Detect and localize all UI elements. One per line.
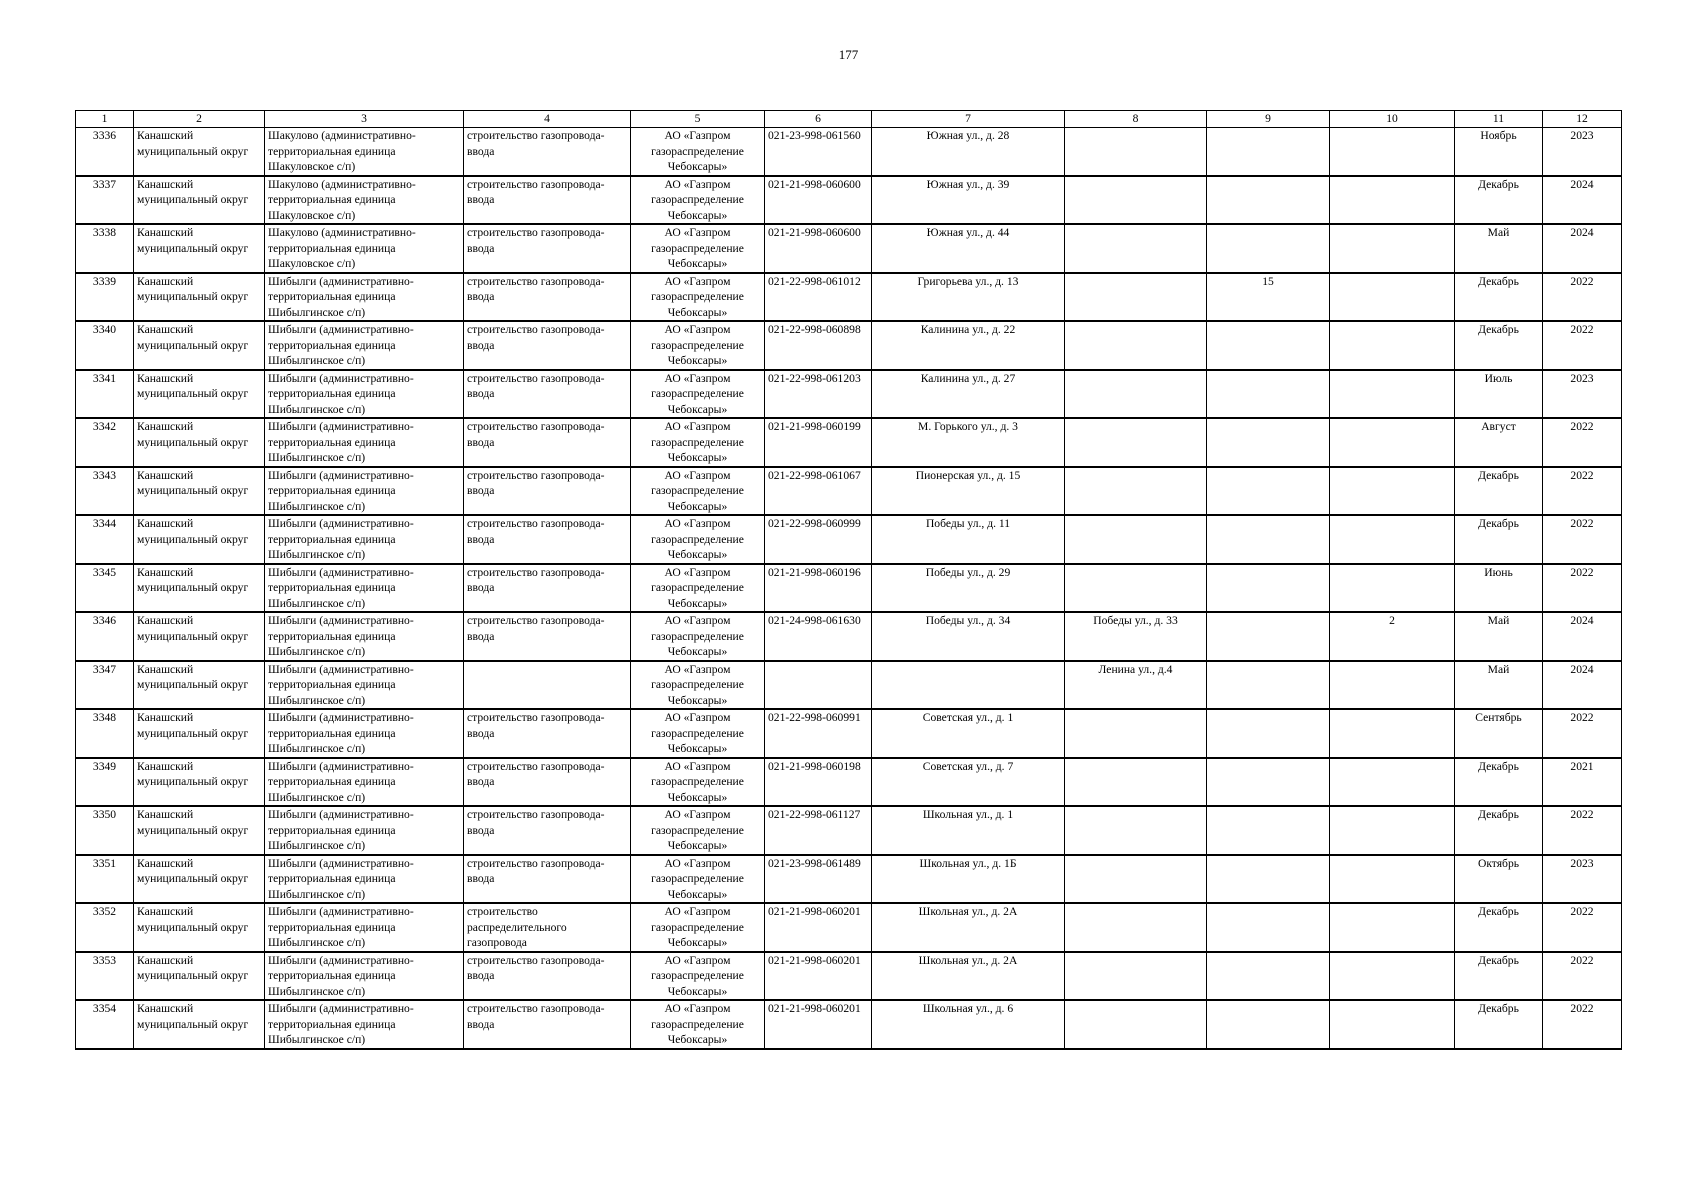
- table-header-row: [76, 111, 1622, 128]
- column-header-12: 12: [1543, 111, 1622, 128]
- row-number: 3349: [76, 758, 134, 807]
- column-10-cell: [1330, 418, 1455, 467]
- month-cell: Май: [1455, 661, 1543, 710]
- column-8-cell: [1065, 758, 1207, 807]
- month-cell: Июль: [1455, 370, 1543, 419]
- column-10-cell: 2: [1330, 612, 1455, 661]
- work-type-cell: строительство газопровода-ввода: [464, 758, 631, 807]
- column-10-cell: [1330, 903, 1455, 952]
- row-number: 3354: [76, 1000, 134, 1049]
- column-10-cell: [1330, 321, 1455, 370]
- district-cell: Канашский муниципальный округ: [134, 128, 265, 176]
- table-body: [76, 128, 1622, 1049]
- table-row: [76, 128, 1622, 176]
- year-cell: 2022: [1543, 418, 1622, 467]
- page-number: 177: [838, 47, 859, 62]
- organization-cell: АО «Газпром газораспределение Чебоксары»: [631, 952, 765, 1001]
- month-cell: Сентябрь: [1455, 709, 1543, 758]
- address-cell: Южная ул., д. 28: [872, 128, 1065, 176]
- object-code-cell: 021-21-998-060201: [765, 952, 872, 1001]
- column-10-cell: [1330, 176, 1455, 225]
- address-cell: Школьная ул., д. 6: [872, 1000, 1065, 1049]
- organization-cell: АО «Газпром газораспределение Чебоксары»: [631, 564, 765, 613]
- year-cell: 2022: [1543, 709, 1622, 758]
- column-10-cell: [1330, 661, 1455, 710]
- year-cell: 2023: [1543, 855, 1622, 904]
- year-cell: 2024: [1543, 224, 1622, 273]
- district-cell: Канашский муниципальный округ: [134, 467, 265, 516]
- column-header-8: 8: [1065, 111, 1207, 128]
- column-8-cell: [1065, 1000, 1207, 1049]
- table-row: [76, 952, 1622, 1001]
- row-number: 3344: [76, 515, 134, 564]
- work-type-cell: строительство газопровода-ввода: [464, 418, 631, 467]
- column-10-cell: [1330, 467, 1455, 516]
- organization-cell: АО «Газпром газораспределение Чебоксары»: [631, 224, 765, 273]
- table-row: [76, 758, 1622, 807]
- row-number: 3346: [76, 612, 134, 661]
- month-cell: Декабрь: [1455, 467, 1543, 516]
- work-type-cell: строительство газопровода-ввода: [464, 176, 631, 225]
- table-row: [76, 709, 1622, 758]
- column-8-cell: [1065, 855, 1207, 904]
- column-9-cell: [1207, 855, 1330, 904]
- address-cell: Школьная ул., д. 1: [872, 806, 1065, 855]
- object-code-cell: 021-21-998-060600: [765, 176, 872, 225]
- object-code-cell: 021-21-998-060196: [765, 564, 872, 613]
- address-cell: Григорьева ул., д. 13: [872, 273, 1065, 322]
- month-cell: Декабрь: [1455, 321, 1543, 370]
- column-9-cell: 15: [1207, 273, 1330, 322]
- table-row: [76, 806, 1622, 855]
- address-cell: Пионерская ул., д. 15: [872, 467, 1065, 516]
- district-cell: Канашский муниципальный округ: [134, 612, 265, 661]
- work-type-cell: строительство газопровода-ввода: [464, 855, 631, 904]
- column-8-cell: [1065, 224, 1207, 273]
- table-row: [76, 370, 1622, 419]
- object-code-cell: 021-21-998-060198: [765, 758, 872, 807]
- year-cell: 2022: [1543, 467, 1622, 516]
- district-cell: Канашский муниципальный округ: [134, 564, 265, 613]
- row-number: 3341: [76, 370, 134, 419]
- object-code-cell: 021-22-998-061067: [765, 467, 872, 516]
- district-cell: Канашский муниципальный округ: [134, 224, 265, 273]
- district-cell: Канашский муниципальный округ: [134, 952, 265, 1001]
- object-code-cell: 021-21-998-060600: [765, 224, 872, 273]
- settlement-cell: Шибылги (административно-территориальная единица Шибылгинское с/п): [265, 1000, 464, 1049]
- column-8-cell: [1065, 176, 1207, 225]
- column-10-cell: [1330, 224, 1455, 273]
- district-cell: Канашский муниципальный округ: [134, 515, 265, 564]
- year-cell: 2022: [1543, 515, 1622, 564]
- month-cell: Август: [1455, 418, 1543, 467]
- district-cell: Канашский муниципальный округ: [134, 321, 265, 370]
- column-header-5: 5: [631, 111, 765, 128]
- organization-cell: АО «Газпром газораспределение Чебоксары»: [631, 176, 765, 225]
- year-cell: 2024: [1543, 612, 1622, 661]
- month-cell: Декабрь: [1455, 273, 1543, 322]
- settlement-cell: Шибылги (административно-территориальная единица Шибылгинское с/п): [265, 709, 464, 758]
- district-cell: Канашский муниципальный округ: [134, 806, 265, 855]
- settlement-cell: Шибылги (административно-территориальная единица Шибылгинское с/п): [265, 855, 464, 904]
- column-9-cell: [1207, 515, 1330, 564]
- table-row: [76, 661, 1622, 710]
- month-cell: Декабрь: [1455, 952, 1543, 1001]
- work-type-cell: строительство газопровода-ввода: [464, 321, 631, 370]
- table-row: [76, 321, 1622, 370]
- address-cell: Калинина ул., д. 22: [872, 321, 1065, 370]
- object-code-cell: 021-23-998-061560: [765, 128, 872, 176]
- column-header-7: 7: [872, 111, 1065, 128]
- year-cell: 2022: [1543, 564, 1622, 613]
- organization-cell: АО «Газпром газораспределение Чебоксары»: [631, 321, 765, 370]
- row-number: 3339: [76, 273, 134, 322]
- row-number: 3337: [76, 176, 134, 225]
- row-number: 3351: [76, 855, 134, 904]
- work-type-cell: строительство газопровода-ввода: [464, 709, 631, 758]
- work-type-cell: строительство распределительного газопровода: [464, 903, 631, 952]
- address-cell: Победы ул., д. 29: [872, 564, 1065, 613]
- column-8-cell: [1065, 273, 1207, 322]
- settlement-cell: Шибылги (административно-территориальная единица Шибылгинское с/п): [265, 515, 464, 564]
- object-code-cell: [765, 661, 872, 710]
- district-cell: Канашский муниципальный округ: [134, 903, 265, 952]
- district-cell: Канашский муниципальный округ: [134, 273, 265, 322]
- work-type-cell: [464, 661, 631, 710]
- column-10-cell: [1330, 564, 1455, 613]
- column-10-cell: [1330, 806, 1455, 855]
- object-code-cell: 021-21-998-060201: [765, 903, 872, 952]
- address-cell: [872, 661, 1065, 710]
- settlement-cell: Шибылги (административно-территориальная единица Шибылгинское с/п): [265, 661, 464, 710]
- column-9-cell: [1207, 952, 1330, 1001]
- address-cell: Школьная ул., д. 2А: [872, 952, 1065, 1001]
- work-type-cell: строительство газопровода-ввода: [464, 515, 631, 564]
- organization-cell: АО «Газпром газораспределение Чебоксары»: [631, 855, 765, 904]
- work-type-cell: строительство газопровода-ввода: [464, 1000, 631, 1049]
- district-cell: Канашский муниципальный округ: [134, 370, 265, 419]
- table-row: [76, 418, 1622, 467]
- row-number: 3353: [76, 952, 134, 1001]
- column-9-cell: [1207, 903, 1330, 952]
- object-code-cell: 021-22-998-060999: [765, 515, 872, 564]
- column-9-cell: [1207, 370, 1330, 419]
- column-10-cell: [1330, 709, 1455, 758]
- column-8-cell: Победы ул., д. 33: [1065, 612, 1207, 661]
- table-row: [76, 224, 1622, 273]
- column-8-cell: [1065, 128, 1207, 176]
- district-cell: Канашский муниципальный округ: [134, 176, 265, 225]
- work-type-cell: строительство газопровода-ввода: [464, 273, 631, 322]
- month-cell: Декабрь: [1455, 1000, 1543, 1049]
- month-cell: Декабрь: [1455, 806, 1543, 855]
- address-cell: Советская ул., д. 7: [872, 758, 1065, 807]
- settlement-cell: Шибылги (административно-территориальная единица Шибылгинское с/п): [265, 612, 464, 661]
- column-10-cell: [1330, 758, 1455, 807]
- address-cell: Южная ул., д. 44: [872, 224, 1065, 273]
- month-cell: Май: [1455, 612, 1543, 661]
- month-cell: Октябрь: [1455, 855, 1543, 904]
- organization-cell: АО «Газпром газораспределение Чебоксары»: [631, 661, 765, 710]
- column-9-cell: [1207, 612, 1330, 661]
- column-8-cell: [1065, 564, 1207, 613]
- organization-cell: АО «Газпром газораспределение Чебоксары»: [631, 903, 765, 952]
- column-8-cell: [1065, 321, 1207, 370]
- work-type-cell: строительство газопровода-ввода: [464, 952, 631, 1001]
- column-8-cell: Ленина ул., д.4: [1065, 661, 1207, 710]
- column-header-2: 2: [134, 111, 265, 128]
- address-cell: Южная ул., д. 39: [872, 176, 1065, 225]
- column-header-11: 11: [1455, 111, 1543, 128]
- row-number: 3347: [76, 661, 134, 710]
- district-cell: Канашский муниципальный округ: [134, 758, 265, 807]
- organization-cell: АО «Газпром газораспределение Чебоксары»: [631, 709, 765, 758]
- work-type-cell: строительство газопровода-ввода: [464, 806, 631, 855]
- table-row: [76, 903, 1622, 952]
- work-type-cell: строительство газопровода-ввода: [464, 128, 631, 176]
- month-cell: Декабрь: [1455, 903, 1543, 952]
- work-type-cell: строительство газопровода-ввода: [464, 612, 631, 661]
- settlement-cell: Шакулово (административно-территориальная единица Шакуловское с/п): [265, 128, 464, 176]
- address-cell: Школьная ул., д. 1Б: [872, 855, 1065, 904]
- column-10-cell: [1330, 370, 1455, 419]
- table-row: [76, 273, 1622, 322]
- table-row: [76, 1000, 1622, 1049]
- object-code-cell: 021-21-998-060199: [765, 418, 872, 467]
- column-8-cell: [1065, 515, 1207, 564]
- object-code-cell: 021-22-998-060898: [765, 321, 872, 370]
- month-cell: Ноябрь: [1455, 128, 1543, 176]
- district-cell: Канашский муниципальный округ: [134, 661, 265, 710]
- column-9-cell: [1207, 1000, 1330, 1049]
- settlement-cell: Шибылги (административно-территориальная единица Шибылгинское с/п): [265, 273, 464, 322]
- object-code-cell: 021-21-998-060201: [765, 1000, 872, 1049]
- table-row: [76, 564, 1622, 613]
- district-cell: Канашский муниципальный округ: [134, 855, 265, 904]
- column-9-cell: [1207, 709, 1330, 758]
- row-number: 3338: [76, 224, 134, 273]
- column-8-cell: [1065, 418, 1207, 467]
- address-cell: Советская ул., д. 1: [872, 709, 1065, 758]
- column-10-cell: [1330, 1000, 1455, 1049]
- table-row: [76, 515, 1622, 564]
- address-cell: Победы ул., д. 34: [872, 612, 1065, 661]
- address-cell: Калинина ул., д. 27: [872, 370, 1065, 419]
- column-9-cell: [1207, 176, 1330, 225]
- settlement-cell: Шакулово (административно-территориальная единица Шакуловское с/п): [265, 224, 464, 273]
- row-number: 3343: [76, 467, 134, 516]
- row-number: 3340: [76, 321, 134, 370]
- column-9-cell: [1207, 321, 1330, 370]
- month-cell: Май: [1455, 224, 1543, 273]
- table-row: [76, 855, 1622, 904]
- organization-cell: АО «Газпром газораспределение Чебоксары»: [631, 758, 765, 807]
- column-header-10: 10: [1330, 111, 1455, 128]
- settlement-cell: Шибылги (административно-территориальная единица Шибылгинское с/п): [265, 321, 464, 370]
- settlement-cell: Шибылги (административно-территориальная единица Шибылгинское с/п): [265, 758, 464, 807]
- object-code-cell: 021-22-998-061203: [765, 370, 872, 419]
- row-number: 3336: [76, 128, 134, 176]
- object-code-cell: 021-23-998-061489: [765, 855, 872, 904]
- work-type-cell: строительство газопровода-ввода: [464, 467, 631, 516]
- column-8-cell: [1065, 806, 1207, 855]
- work-type-cell: строительство газопровода-ввода: [464, 224, 631, 273]
- column-9-cell: [1207, 806, 1330, 855]
- object-code-cell: 021-24-998-061630: [765, 612, 872, 661]
- row-number: 3345: [76, 564, 134, 613]
- year-cell: 2023: [1543, 128, 1622, 176]
- year-cell: 2022: [1543, 273, 1622, 322]
- row-number: 3352: [76, 903, 134, 952]
- address-cell: Победы ул., д. 11: [872, 515, 1065, 564]
- organization-cell: АО «Газпром газораспределение Чебоксары»: [631, 370, 765, 419]
- column-header-9: 9: [1207, 111, 1330, 128]
- row-number: 3350: [76, 806, 134, 855]
- year-cell: 2022: [1543, 806, 1622, 855]
- settlement-cell: Шибылги (административно-территориальная единица Шибылгинское с/п): [265, 952, 464, 1001]
- settlement-cell: Шибылги (административно-территориальная единица Шибылгинское с/п): [265, 806, 464, 855]
- work-type-cell: строительство газопровода-ввода: [464, 370, 631, 419]
- organization-cell: АО «Газпром газораспределение Чебоксары»: [631, 612, 765, 661]
- column-8-cell: [1065, 952, 1207, 1001]
- column-8-cell: [1065, 709, 1207, 758]
- object-code-cell: 021-22-998-060991: [765, 709, 872, 758]
- column-8-cell: [1065, 903, 1207, 952]
- organization-cell: АО «Газпром газораспределение Чебоксары»: [631, 806, 765, 855]
- year-cell: 2024: [1543, 661, 1622, 710]
- month-cell: Декабрь: [1455, 758, 1543, 807]
- organization-cell: АО «Газпром газораспределение Чебоксары»: [631, 467, 765, 516]
- row-number: 3348: [76, 709, 134, 758]
- column-9-cell: [1207, 661, 1330, 710]
- column-8-cell: [1065, 467, 1207, 516]
- column-9-cell: [1207, 564, 1330, 613]
- table-row: [76, 467, 1622, 516]
- row-number: 3342: [76, 418, 134, 467]
- month-cell: Июнь: [1455, 564, 1543, 613]
- column-header-6: 6: [765, 111, 872, 128]
- column-9-cell: [1207, 224, 1330, 273]
- settlement-cell: Шибылги (административно-территориальная единица Шибылгинское с/п): [265, 418, 464, 467]
- column-10-cell: [1330, 273, 1455, 322]
- year-cell: 2022: [1543, 321, 1622, 370]
- column-10-cell: [1330, 128, 1455, 176]
- object-code-cell: 021-22-998-061127: [765, 806, 872, 855]
- organization-cell: АО «Газпром газораспределение Чебоксары»: [631, 515, 765, 564]
- district-cell: Канашский муниципальный округ: [134, 1000, 265, 1049]
- gasification-table: [75, 110, 1622, 1050]
- table-row: [76, 612, 1622, 661]
- year-cell: 2024: [1543, 176, 1622, 225]
- column-10-cell: [1330, 952, 1455, 1001]
- address-cell: Школьная ул., д. 2А: [872, 903, 1065, 952]
- column-header-4: 4: [464, 111, 631, 128]
- organization-cell: АО «Газпром газораспределение Чебоксары»: [631, 1000, 765, 1049]
- object-code-cell: 021-22-998-061012: [765, 273, 872, 322]
- settlement-cell: Шибылги (административно-территориальная единица Шибылгинское с/п): [265, 467, 464, 516]
- table-row: [76, 176, 1622, 225]
- address-cell: М. Горького ул., д. 3: [872, 418, 1065, 467]
- column-9-cell: [1207, 467, 1330, 516]
- column-9-cell: [1207, 758, 1330, 807]
- column-8-cell: [1065, 370, 1207, 419]
- organization-cell: АО «Газпром газораспределение Чебоксары»: [631, 273, 765, 322]
- year-cell: 2022: [1543, 952, 1622, 1001]
- work-type-cell: строительство газопровода-ввода: [464, 564, 631, 613]
- year-cell: 2022: [1543, 1000, 1622, 1049]
- settlement-cell: Шибылги (административно-территориальная единица Шибылгинское с/п): [265, 564, 464, 613]
- column-header-3: 3: [265, 111, 464, 128]
- organization-cell: АО «Газпром газораспределение Чебоксары»: [631, 418, 765, 467]
- settlement-cell: Шибылги (административно-территориальная единица Шибылгинское с/п): [265, 370, 464, 419]
- organization-cell: АО «Газпром газораспределение Чебоксары»: [631, 128, 765, 176]
- district-cell: Канашский муниципальный округ: [134, 418, 265, 467]
- column-10-cell: [1330, 515, 1455, 564]
- district-cell: Канашский муниципальный округ: [134, 709, 265, 758]
- year-cell: 2021: [1543, 758, 1622, 807]
- settlement-cell: Шибылги (административно-территориальная единица Шибылгинское с/п): [265, 903, 464, 952]
- column-10-cell: [1330, 855, 1455, 904]
- year-cell: 2022: [1543, 903, 1622, 952]
- column-9-cell: [1207, 128, 1330, 176]
- year-cell: 2023: [1543, 370, 1622, 419]
- column-9-cell: [1207, 418, 1330, 467]
- settlement-cell: Шакулово (административно-территориальная единица Шакуловское с/п): [265, 176, 464, 225]
- column-header-1: 1: [76, 111, 134, 128]
- month-cell: Декабрь: [1455, 176, 1543, 225]
- month-cell: Декабрь: [1455, 515, 1543, 564]
